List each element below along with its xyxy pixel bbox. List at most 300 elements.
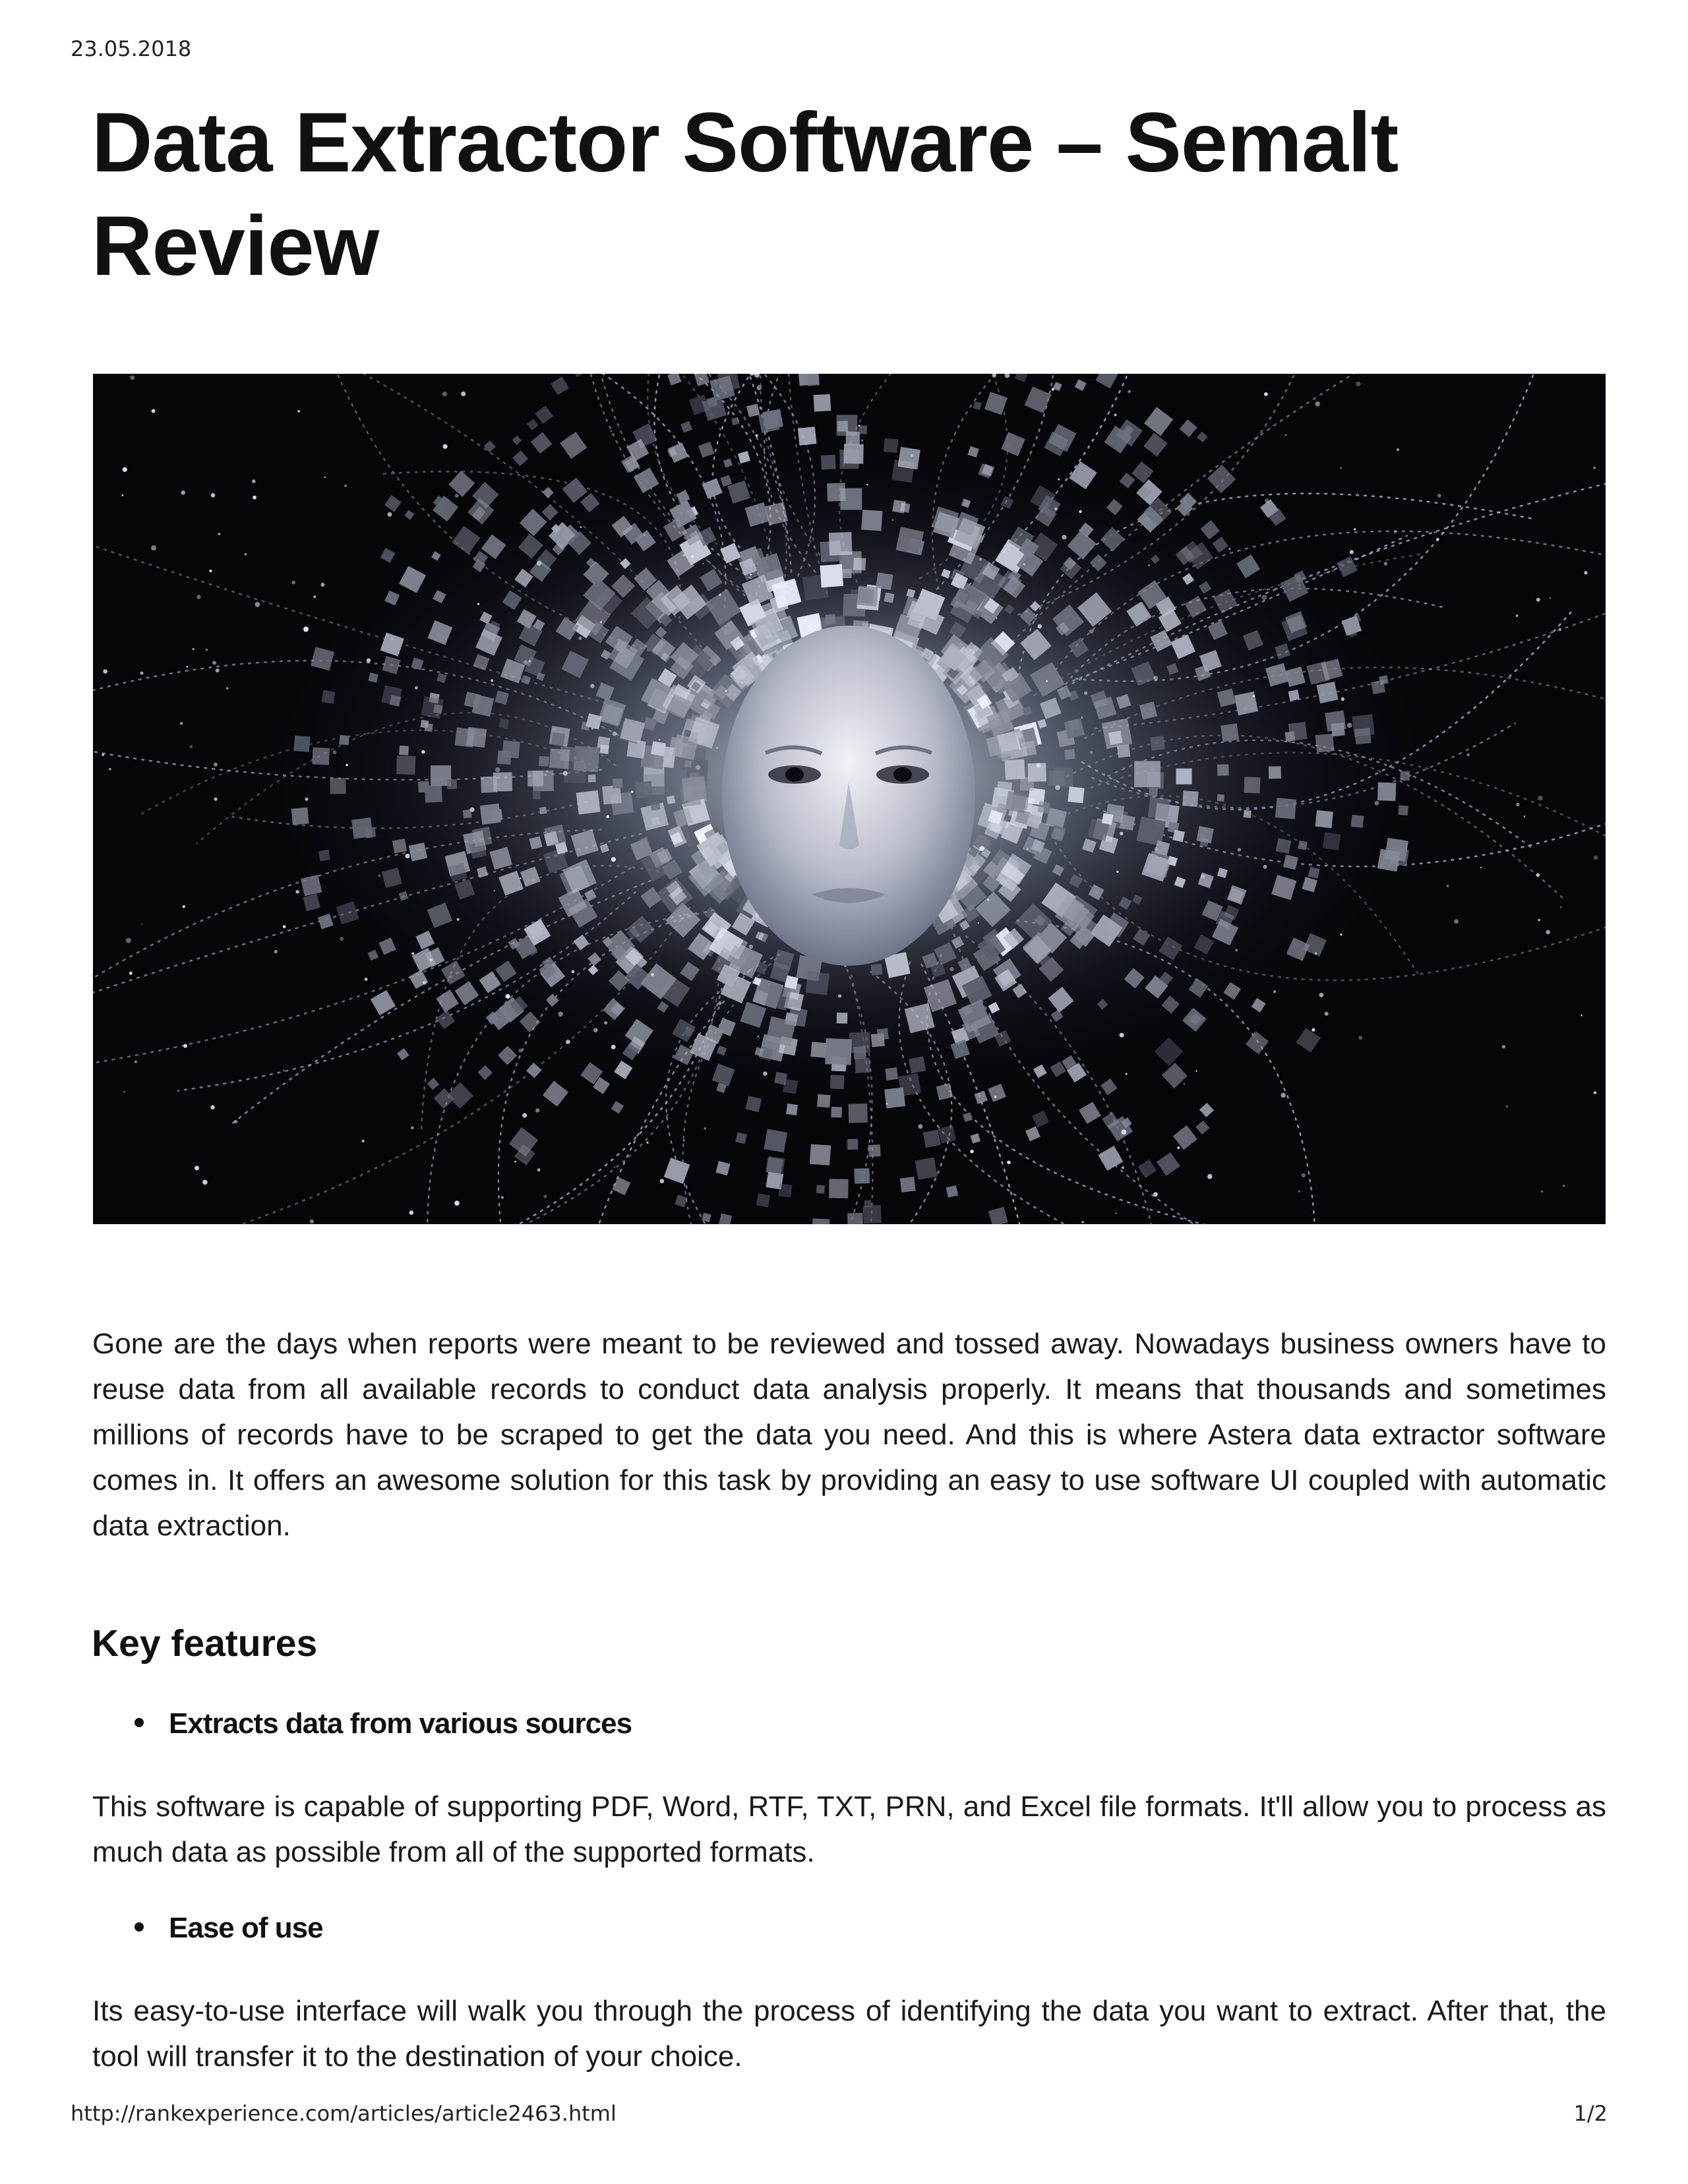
sparkle (491, 679, 493, 682)
pixel-tile (1217, 794, 1224, 802)
pixel-tile (854, 1168, 870, 1184)
sparkle (1090, 751, 1093, 754)
sparkle (580, 526, 582, 528)
sparkle (631, 790, 634, 793)
pixel-tile (915, 1158, 938, 1180)
pixel-tile (1377, 849, 1401, 872)
pixel-tile (396, 755, 415, 775)
pixel-tile (766, 1156, 785, 1175)
sparkle (214, 763, 218, 767)
sparkle (367, 659, 371, 663)
pixel-tile (821, 455, 836, 470)
sparkle (411, 1127, 414, 1130)
sparkle (1046, 680, 1048, 682)
pixel-tile (830, 1075, 845, 1090)
pixel-tile (420, 720, 429, 728)
sparkle (1052, 388, 1054, 390)
sparkle (866, 484, 868, 486)
pixel-tile (837, 421, 848, 431)
sparkle (1350, 550, 1354, 554)
pixel-tile (1108, 730, 1123, 745)
pixel-tile (1054, 768, 1073, 787)
sparkle (1315, 952, 1317, 955)
sparkle (614, 1166, 616, 1168)
sparkle (202, 1180, 207, 1185)
sparkle (495, 767, 500, 772)
sparkle (212, 661, 216, 665)
pixel-tile (849, 1104, 868, 1123)
sparkle (1037, 763, 1041, 768)
sparkle (1325, 1012, 1329, 1016)
pixel-tile (1134, 761, 1160, 788)
sparkle (1281, 1093, 1285, 1098)
sparkle (1117, 748, 1118, 749)
sparkle (1238, 848, 1241, 851)
sparkle (716, 747, 717, 748)
sparkle (611, 430, 613, 432)
pixel-tile (1172, 830, 1185, 842)
sparkle (1153, 676, 1158, 680)
sparkle (644, 534, 646, 536)
pixel-tile (1149, 788, 1158, 797)
sparkle (454, 1200, 460, 1206)
sparkle (591, 728, 593, 730)
pixel-tile (1037, 801, 1050, 813)
sparkle (763, 1071, 768, 1076)
pixel-tile (1315, 810, 1333, 828)
sparkle (253, 496, 256, 500)
sparkle (756, 385, 762, 390)
pixel-tile (576, 790, 601, 815)
pixel-tile (1371, 680, 1385, 694)
pixel-tile (829, 1179, 849, 1198)
sparkle (457, 918, 460, 921)
sparkle (295, 890, 299, 893)
sparkle (535, 1108, 539, 1112)
sparkle (1524, 815, 1526, 817)
sparkle (659, 739, 661, 741)
sparkle (646, 1142, 648, 1144)
sparkle (911, 454, 913, 457)
pixel-tile (1316, 682, 1338, 703)
sparkle (758, 1036, 760, 1038)
feature-bullet (135, 1908, 323, 1948)
pixel-tile (480, 804, 501, 825)
pixel-tile (829, 532, 853, 556)
pixel-tile (855, 1058, 870, 1073)
sparkle (415, 686, 418, 690)
sparkle (477, 603, 479, 605)
pixel-tile (1276, 838, 1292, 854)
sparkle (1436, 538, 1439, 541)
pixel-tile (1398, 806, 1408, 815)
sparkle (600, 621, 602, 623)
sparkle (181, 490, 185, 494)
sparkle (979, 846, 984, 851)
pixel-tile (1354, 728, 1371, 744)
sparkle (566, 1040, 570, 1044)
pixel-tile (1275, 798, 1296, 819)
sparkle (1079, 510, 1082, 514)
pixel-tile (810, 1144, 831, 1165)
sparkle (1201, 874, 1205, 879)
pixel-tile (330, 778, 346, 794)
sparkle (411, 953, 414, 955)
sparkle (1550, 597, 1551, 599)
sparkle (423, 981, 427, 985)
pixel-tile (827, 483, 845, 501)
pixel-tile (1182, 790, 1199, 807)
sparkle (195, 1166, 199, 1170)
sparkle (1023, 724, 1025, 727)
sparkle (340, 937, 344, 941)
sparkle (1356, 382, 1360, 386)
sparkle (1311, 1028, 1315, 1032)
sparkle (1506, 1106, 1507, 1107)
pixel-tile (399, 746, 409, 755)
sparkle (987, 899, 990, 901)
sparkle (1273, 990, 1276, 993)
sparkle (1536, 598, 1540, 602)
sparkle (970, 1150, 973, 1153)
sparkle (718, 1001, 721, 1005)
sparkle (1007, 1161, 1010, 1164)
sparkle (283, 1070, 284, 1071)
sparkle (1584, 571, 1587, 574)
pixel-tile (539, 807, 547, 815)
sparkle (135, 1061, 137, 1063)
sparkle (1358, 1036, 1362, 1040)
sparkle (140, 672, 144, 675)
pixel-tile (806, 971, 830, 995)
sparkle (1319, 993, 1324, 997)
sparkle (1394, 531, 1397, 534)
sparkle (1207, 1174, 1213, 1179)
bullet-dot (135, 1718, 144, 1727)
sparkle (651, 973, 654, 976)
sparkle (122, 494, 124, 496)
pixel-tile (418, 781, 429, 792)
pixel-tile (1064, 749, 1075, 760)
sparkle (1466, 753, 1470, 757)
sparkle (528, 660, 531, 663)
sparkle (151, 545, 156, 550)
sparkle (1148, 564, 1150, 566)
sparkle (130, 375, 135, 380)
sparkle (1536, 873, 1540, 877)
pixel-tile (861, 510, 882, 531)
pixel-tile (764, 1129, 787, 1153)
sparkle (391, 638, 392, 639)
pixel-tile (667, 796, 675, 804)
sparkle (660, 1179, 665, 1183)
feature-description: This software is capable of supporting PDF, Word, RTF, TXT, PRN, and Excel file formats. It'll allow you to process as much data as possible from all of the supported formats. (92, 1790, 1606, 1868)
sparkle (234, 1120, 237, 1123)
pixel-tile (1401, 771, 1410, 781)
pixel-tile (1005, 759, 1025, 780)
pixel-tile (339, 735, 349, 745)
sparkle (320, 583, 324, 587)
pixel-tile (321, 690, 335, 704)
sparkle (1054, 507, 1058, 510)
sparkle (1397, 448, 1399, 451)
sparkle (378, 874, 380, 877)
pixel-tile (884, 1087, 905, 1108)
sparkle (704, 1127, 706, 1129)
sparkle (861, 440, 863, 442)
sparkle (750, 574, 752, 576)
sparkle (461, 392, 466, 396)
pixel-tile (588, 775, 596, 782)
sparkle (1594, 856, 1598, 860)
pixel-tile (497, 750, 512, 765)
pixel-tile (778, 1183, 792, 1197)
sparkle (520, 877, 521, 879)
sparkle (209, 570, 212, 572)
sparkle (183, 1044, 187, 1048)
sparkle (1263, 865, 1267, 869)
sparkle (696, 765, 700, 769)
pixel-tile (863, 1205, 882, 1224)
pixel-tile (814, 394, 831, 412)
sparkle (102, 753, 104, 756)
sparkle (1120, 1033, 1124, 1038)
ai-face-illustration (93, 374, 1606, 1224)
sparkle (126, 938, 131, 943)
sparkle (226, 687, 229, 690)
pixel-tile (533, 792, 541, 800)
sparkle (572, 970, 575, 974)
pixel-tile (1196, 826, 1213, 843)
sparkle (196, 595, 200, 599)
sparkle (1155, 847, 1158, 850)
pixel-tile (877, 1028, 889, 1040)
pixel-tile (1005, 791, 1027, 813)
sparkle (1347, 723, 1352, 728)
sparkle (274, 950, 278, 953)
sparkle (1116, 871, 1118, 873)
sparkle (979, 558, 982, 560)
pixel-tile (351, 817, 373, 839)
sparkle (189, 745, 193, 748)
sparkle (109, 768, 111, 770)
sparkle (1341, 467, 1342, 469)
sparkle (430, 959, 433, 961)
sparkle (1516, 803, 1520, 807)
pixel-tile (528, 771, 543, 786)
sparkle (702, 563, 704, 564)
sparkle (611, 1045, 616, 1049)
sparkle (918, 1124, 922, 1129)
sparkle (252, 479, 256, 483)
pixel-tile (876, 572, 893, 590)
sparkle (1264, 392, 1268, 396)
sparkle (1128, 390, 1131, 393)
sparkle (1538, 919, 1540, 922)
sparkle (1081, 1221, 1083, 1223)
pixel-tile (1068, 786, 1084, 803)
sparkle (1177, 1146, 1180, 1149)
section-heading: Key features (92, 1622, 318, 1665)
sparkle (543, 1195, 547, 1198)
sparkle (1593, 467, 1596, 469)
sparkle (1228, 548, 1230, 550)
sparkle (361, 1140, 365, 1143)
sparkle (346, 764, 348, 767)
pixel-tile (1244, 777, 1260, 793)
pixel-tile (870, 964, 882, 976)
sparkle (283, 925, 286, 928)
sparkle (1084, 692, 1087, 695)
pixel-tile (853, 1046, 866, 1059)
sparkle (193, 648, 195, 650)
sparkle (1446, 885, 1449, 887)
sparkle (1538, 796, 1542, 800)
sparkle (1563, 1185, 1565, 1187)
sparkle (749, 945, 754, 949)
pixel-tile (812, 1218, 829, 1224)
page-number: 1/2 (1573, 2101, 1608, 2126)
print-date: 23.05.2018 (71, 36, 192, 61)
sparkle (1081, 717, 1083, 719)
sparkle (546, 770, 549, 773)
sparkle (103, 669, 107, 674)
pixel-tile (892, 500, 905, 513)
sparkle (1581, 1015, 1582, 1017)
sparkle (996, 618, 997, 619)
sparkle (978, 922, 979, 924)
sparkle (455, 494, 459, 498)
pixel-tile (1269, 766, 1281, 779)
sparkle (756, 434, 758, 437)
sparkle (187, 666, 189, 668)
sparkle (1265, 498, 1269, 503)
sparkle (470, 808, 475, 812)
pixel-tile (613, 779, 622, 788)
sparkle (255, 602, 260, 607)
pixel-tile (1221, 723, 1239, 742)
pixel-tile (756, 1193, 770, 1207)
pixel-tile (635, 781, 653, 799)
pixel-tile (409, 842, 427, 861)
sparkle (593, 1028, 598, 1032)
sparkle (297, 410, 300, 413)
sparkle (218, 533, 221, 535)
pixel-tile (291, 808, 309, 825)
sparkle (409, 1210, 414, 1215)
pixel-tile (318, 850, 330, 862)
pixel-tile (481, 776, 497, 792)
pixel-tile (294, 736, 311, 752)
sparkle (1546, 930, 1550, 935)
sparkle (303, 627, 309, 632)
sparkle (1062, 535, 1066, 539)
pixel-tile (454, 727, 475, 748)
sparkle (123, 467, 127, 472)
sparkle (1480, 867, 1482, 868)
sparkle (1089, 630, 1093, 634)
sparkle (494, 890, 495, 891)
sparkle (1126, 1073, 1128, 1075)
footer-url: http://rankexperience.com/articles/article2463.html (71, 2101, 617, 2126)
pixel-tile (900, 1177, 916, 1193)
sparkle (344, 485, 347, 487)
sparkle (994, 1096, 996, 1098)
sparkle (180, 722, 183, 725)
sparkle (1315, 401, 1320, 407)
pixel-tile (551, 732, 565, 746)
sparkle (1559, 628, 1561, 631)
sparkle (214, 798, 218, 801)
pixel-tile (549, 748, 570, 769)
pixel-tile (922, 1130, 940, 1148)
pixel-tile (786, 1104, 798, 1115)
sparkle (558, 1012, 563, 1017)
pixel-tile (847, 1139, 858, 1150)
sparkle (578, 637, 582, 640)
sparkle (1058, 478, 1060, 480)
sparkle (1354, 528, 1356, 530)
sparkle (889, 628, 891, 629)
pixel-tile (816, 1185, 825, 1194)
feature-label: Ease of use (169, 1912, 323, 1944)
sparkle (1235, 949, 1238, 951)
feature-description: Its easy-to-use interface will walk you through the process of identifying the data you want to extract. After that, the tool will transfer it to the destination of your choice. (92, 1995, 1606, 2073)
pixel-tile (820, 564, 843, 588)
pixel-tile (684, 760, 692, 767)
pixel-tile (825, 1038, 852, 1065)
pixel-tile (817, 1094, 830, 1107)
pixel-tile (1176, 769, 1192, 784)
sparkle (211, 493, 216, 498)
sparkle (719, 593, 721, 596)
sparkle (1153, 1192, 1158, 1196)
sparkle (859, 425, 860, 427)
pixel-tile (1148, 797, 1170, 819)
sparkle (1184, 1083, 1186, 1085)
sparkle (313, 595, 316, 598)
sparkle (1285, 434, 1287, 436)
feature-label: Extracts data from various sources (169, 1707, 632, 1740)
sparkle (210, 1106, 214, 1109)
article-title: Data Extractor Software – Semalt Review (92, 96, 1399, 293)
pixel-tile (857, 585, 878, 606)
feature-bullet (135, 1704, 632, 1744)
sparkle (1541, 1191, 1543, 1193)
pixel-tile (847, 1213, 863, 1224)
pixel-tile (837, 1013, 848, 1024)
sparkle (442, 392, 447, 396)
bullet-dot (135, 1922, 144, 1932)
sparkle (305, 798, 309, 801)
pixel-tile (1288, 690, 1300, 701)
sparkle (725, 690, 727, 692)
sparkle (741, 681, 744, 684)
sparkle (206, 649, 207, 650)
pixel-tile (390, 695, 402, 707)
sparkle (388, 512, 392, 517)
sparkle (522, 1113, 527, 1117)
sparkle (1340, 933, 1342, 935)
hero-image (93, 374, 1606, 1224)
pixel-tile (650, 800, 661, 811)
pixel-tile (1315, 734, 1335, 753)
sparkle (501, 1196, 504, 1199)
pixel-tile (312, 748, 330, 765)
sparkle (152, 409, 156, 413)
pixel-tile (1351, 815, 1364, 828)
pixel-tile (447, 779, 457, 789)
